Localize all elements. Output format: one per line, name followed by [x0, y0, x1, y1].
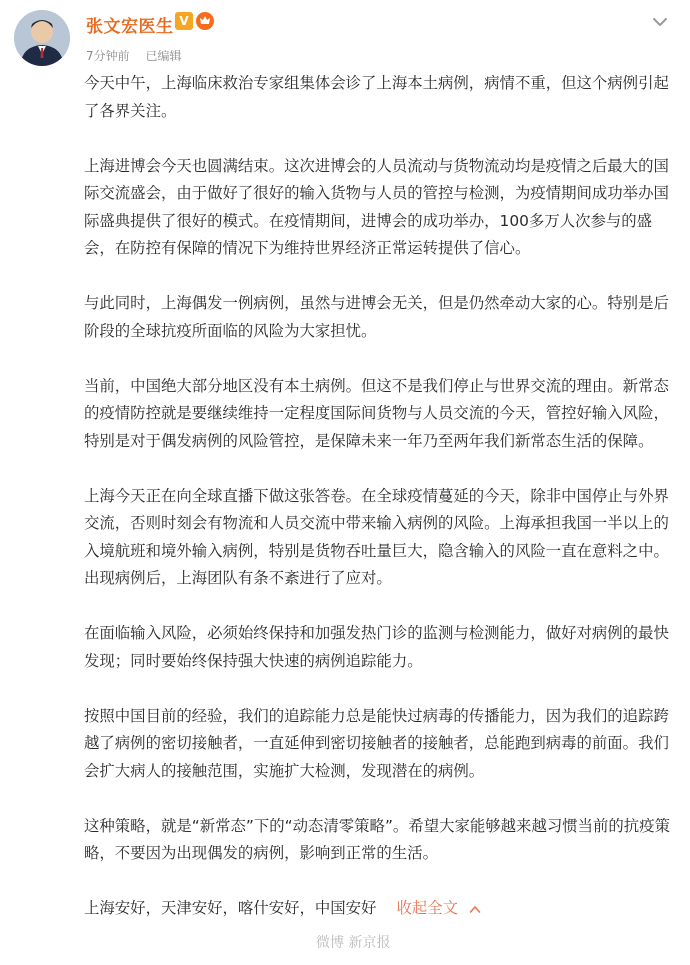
- avatar-image: [14, 10, 70, 66]
- post-paragraph: 上海进博会今天也圆满结束。这次进博会的人员流动与货物流动均是疫情之后最大的国际交流盛会，由于做好了很好的输入货物与人员的管控与检测，为疫情期间成功举办国际盛典提供了很好的模式。在疫情期间，进博会的成功举办，100多万人次参与的盛会，在防控有保障的情况下为维持世界经济正常运转提供了信心。: [84, 156, 669, 257]
- post-paragraph: 在面临输入风险，必须始终保持和加强发热门诊的监测与检测能力，做好对病例的最快发现；同时要始终保持强大快速的病例追踪能力。: [84, 624, 669, 670]
- chevron-down-icon[interactable]: [650, 12, 670, 32]
- collapse-label[interactable]: 收起全文: [396, 899, 459, 917]
- user-badges: [175, 12, 214, 30]
- post-header: [0, 0, 690, 78]
- avatar[interactable]: [14, 10, 70, 66]
- chevron-up-icon[interactable]: [469, 904, 481, 914]
- post-last-line: [84, 895, 676, 923]
- post-paragraph: 今天中午，上海临床救治专家组集体会诊了上海本土病例，病情不重，但这个病例引起了各界关注。: [84, 74, 669, 120]
- post-paragraph: 当前，中国绝大部分地区没有本土病例。但这不是我们停止与世界交流的理由。新常态的疫情防控就是要继续维持一定程度国际间货物与人员交流的今天，管控好输入风险，特别是对于偶发病例的风险管控，是保障未来一年乃至两年我们新常态生活的保障。: [84, 376, 669, 450]
- member-icon[interactable]: [196, 12, 214, 30]
- watermark: 微博 新京报: [316, 935, 391, 951]
- post-paragraph: 与此同时，上海偶发一例病例，虽然与进博会无关，但是仍然牵动大家的心。特别是后阶段的全球抗疫所面临的风险为大家担忧。: [84, 294, 669, 340]
- post-paragraph: 这种策略，就是“新常态”下的“动态清零策略”。希望大家能够越来越习惯当前的抗疫策略，不要因为出现偶发的病例，影响到正常的生活。: [84, 816, 670, 862]
- post-meta: [86, 47, 181, 64]
- username[interactable]: 张文宏医生: [86, 17, 174, 37]
- verified-v-icon[interactable]: V: [175, 12, 193, 30]
- collapse-button[interactable]: [396, 899, 480, 917]
- post-paragraph: 上海今天正在向全球直播下做这张答卷。在全球疫情蔓延的今天，除非中国停止与外界交流，否则时刻会有物流和人员交流中带来输入病例的风险。上海承担我国一半以上的入境航班和境外输入病例，特别是货物吞吐量巨大，隐含输入的风险一直在意料之中。出现病例后，上海团队有条不紊进行了应对。: [84, 486, 669, 587]
- post-content: [84, 70, 676, 923]
- post-time[interactable]: 7分钟前: [86, 49, 130, 63]
- post-paragraph: 按照中国目前的经验，我们的追踪能力总是能快过病毒的传播能力，因为我们的追踪跨越了病例的密切接触者，一直延伸到密切接触者的接触者，总能跑到病毒的前面。我们会扩大病人的接触范围，实施扩大检测，发现潜在的病例。: [84, 706, 669, 780]
- edited-label[interactable]: 已编辑: [145, 49, 182, 63]
- post-last-line-text: 上海安好，天津安好，喀什安好，中国安好: [84, 899, 377, 917]
